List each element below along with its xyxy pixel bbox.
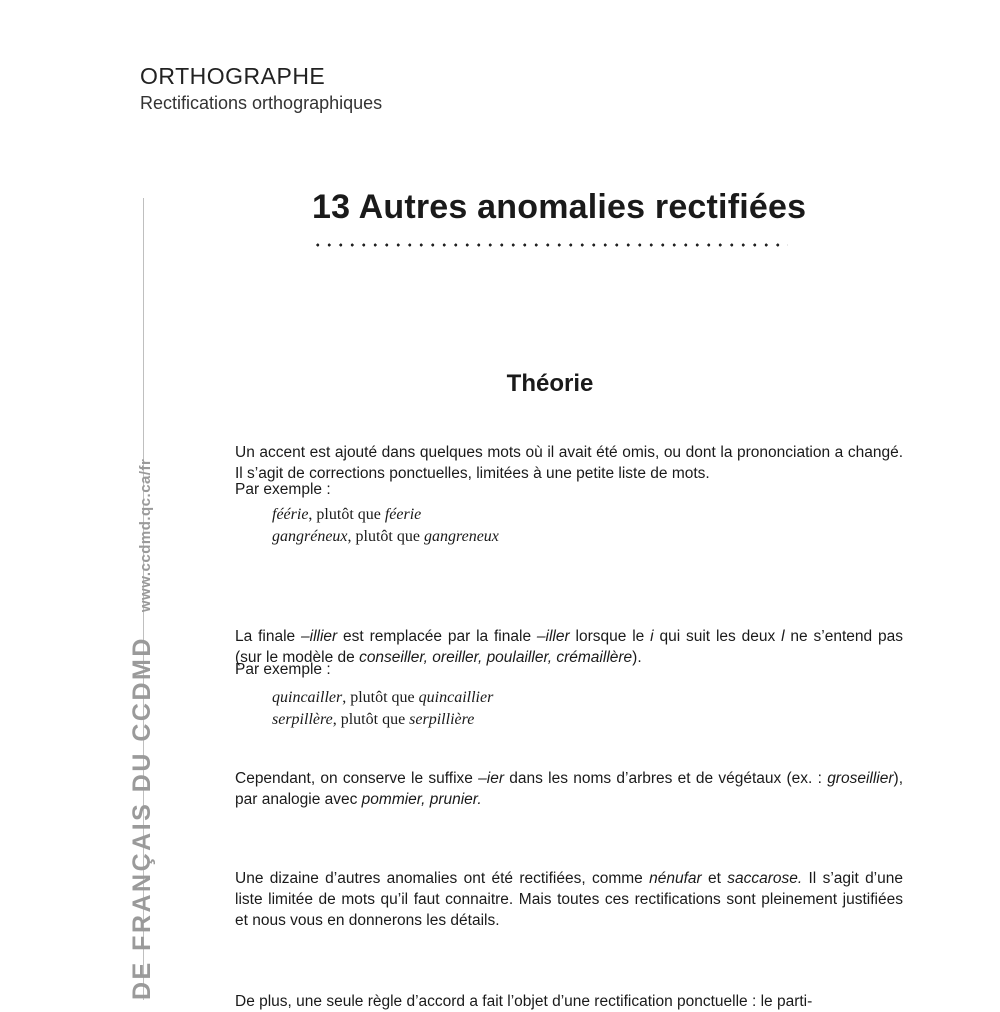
example-word: serpillère [272,711,333,728]
example-connector: , plutôt que [342,689,419,706]
text-run: Cependant, on conserve le suffixe [235,769,479,787]
paragraph-other-anomalies [235,868,903,931]
text-run: est remplacée par la finale [337,627,537,645]
example-label: Par exemple : [235,481,331,498]
text-run: et [701,869,728,887]
running-header [140,62,382,114]
italic-run: –illier [301,627,338,645]
italic-run: saccarose. [727,869,803,887]
text-run: ). [632,648,642,666]
example-old-spelling: quincaillier [418,689,494,706]
text-run: qui suit les deux [653,627,782,645]
side-publisher: DE FRANÇAIS DU CCDMD [128,636,156,1000]
chapter-title: 13 Autres anomalies rectifiées [312,188,807,226]
dotted-title-underline [312,243,788,247]
section-title: Théorie [506,370,594,397]
italic-run: i [650,627,654,645]
example-old-spelling: gangreneux [423,528,499,545]
text-run: Une dizaine d’autres anomalies ont été rectifiées, comme [235,869,650,887]
paragraph-agreement-rule: De plus, une seule règle d’accord a fait l’objet d’une rectification ponctuelle : le parti- [235,992,813,1010]
example-line [272,504,421,525]
example-connector: , plutôt que [308,506,385,523]
example-word: féérie [272,506,309,523]
side-banner [128,459,157,1000]
example-word: quincailler [272,689,343,706]
side-url-link[interactable]: www.ccdmd.qc.ca/fr [137,458,154,613]
example-word: gangréneux [272,528,348,545]
text-run: lorsque le [569,627,651,645]
header-subtitle: Rectifications orthographiques [140,93,383,113]
text-run: dans les noms d’arbres et de végétaux (ex. : [504,769,828,787]
italic-run: groseillier [827,769,894,787]
text-run: ), par analogie avec [235,769,903,808]
text-run: Il s’agit d’une liste limitée de mots qu’il faut connaitre. Mais toutes ces rectifications sont pleinement justifiées et nous vous en donnerons les détails. [235,869,903,929]
italic-run: nénufar [649,869,702,887]
paragraph-illier-rule [235,626,903,668]
text-run: ne s’entend pas (sur le modèle de [235,627,903,666]
italic-run: pommier, prunier. [361,790,482,808]
text-run: La finale [235,627,302,645]
example-line [272,687,493,708]
example-connector: , plutôt que [332,711,410,728]
paragraph-ier-exception [235,768,903,810]
paragraph-accent-added: Un accent est ajouté dans quelques mots où il avait été omis, ou dont la prononciation a changé. Il s’agit de corrections ponctuelles, limitées à une petite liste de mots. [235,443,903,482]
header-title: ORTHOGRAPHE [140,63,326,89]
italic-run: conseiller, oreiller, poulailler, crémaillère [359,648,633,666]
example-old-spelling: serpillière [409,711,475,728]
example-connector: , plutôt que [347,528,424,545]
italic-run: l [781,627,785,645]
example-line [272,526,499,547]
example-label: Par exemple : [235,661,331,678]
example-line [272,709,474,730]
example-old-spelling: féerie [384,506,422,523]
italic-run: –ier [478,769,505,787]
italic-run: –iller [536,627,570,645]
